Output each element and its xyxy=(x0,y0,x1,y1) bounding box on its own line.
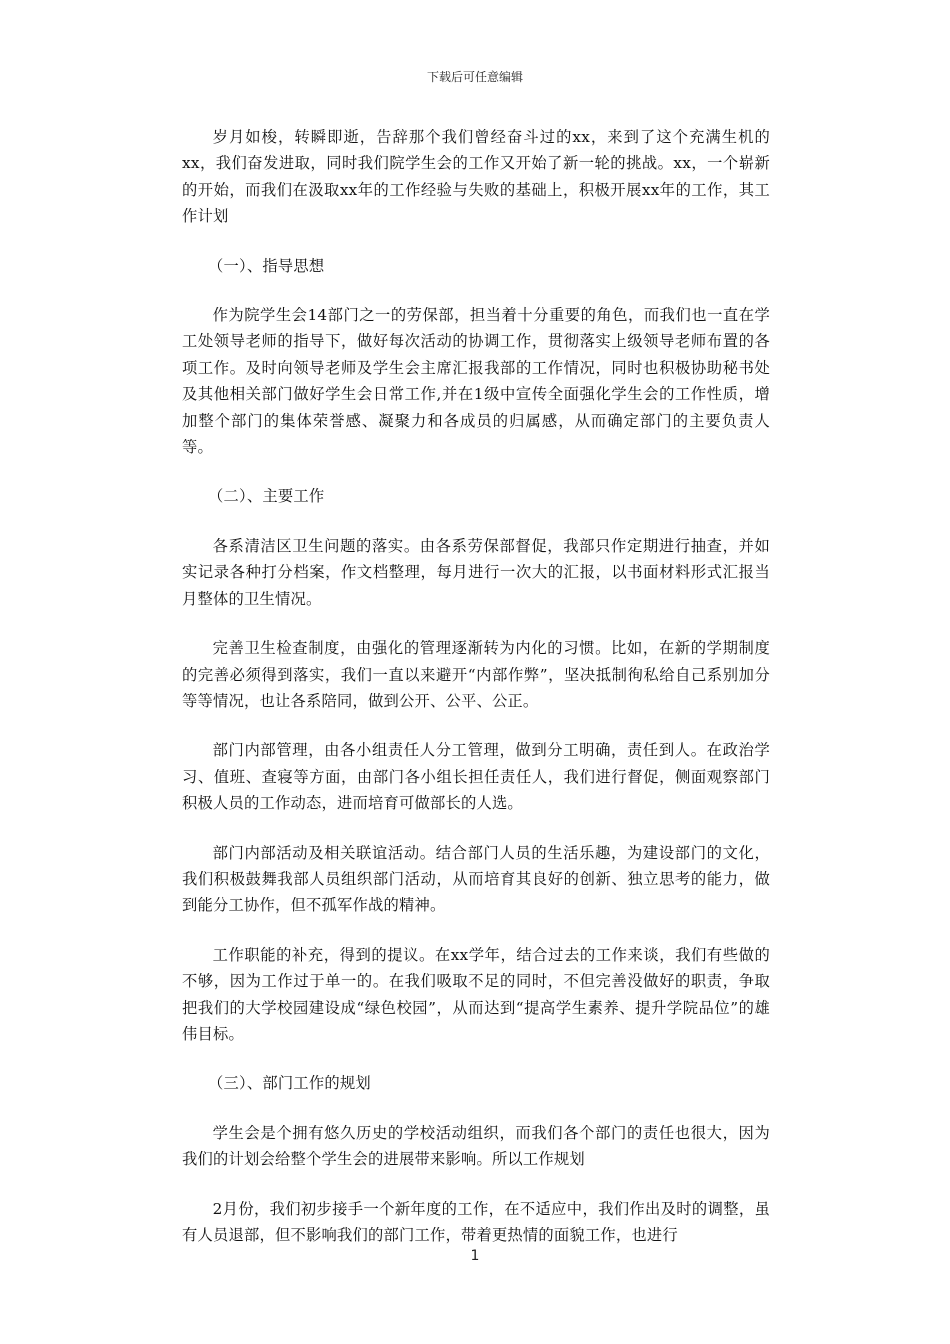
page-number: 1 xyxy=(470,1248,480,1264)
intro-paragraph: 岁月如梭，转瞬即逝，告辞那个我们曾经奋斗过的xx，来到了这个充满生机的xx，我们奋发进取，同时我们院学生会的工作又开始了新一轮的挑战。xx，一个崭新的开始，而我们在汲取xx年的工作经验与失败的基础上，积极开展xx年的工作，其工作计划 xyxy=(182,128,770,226)
february-paragraph: 2月份，我们初步接手一个新年度的工作，在不适应中，我们作出及时的调整，虽有人员退部，但不影响我们的部门工作，带着更热情的面貌工作，也进行 xyxy=(182,1199,770,1244)
main-work-paragraph-management: 部门内部管理，由各小组责任人分工管理，做到分工明确，责任到人。在政治学习、值班、查寝等方面，由部门各小组长担任责任人，我们进行督促，侧面观察部门积极人员的工作动态，进而培育可做部长的人选。 xyxy=(182,741,770,813)
section-heading-guiding-thought: （一）、指导思想 xyxy=(208,256,325,275)
section-heading-main-work: （二）、主要工作 xyxy=(208,487,325,506)
main-work-paragraph-hygiene: 各系清洁区卫生问题的落实。由各系劳保部督促，我部只作定期进行抽查，并如实记录各种打分档案，作文档整理，每月进行一次大的汇报，以书面材料形式汇报当月整体的卫生情况。 xyxy=(182,536,770,608)
document-body xyxy=(182,124,770,1271)
planning-paragraph: 学生会是个拥有悠久历史的学校活动组织，而我们各个部门的责任也很大，因为我们的计划会给整个学生会的进展带来影响。所以工作规划 xyxy=(182,1123,770,1169)
guiding-thought-paragraph: 作为院学生会14部门之一的劳保部，担当着十分重要的角色，而我们也一直在学工处领导老师的指导下，做好每次活动的协调工作，贯彻落实上级领导老师布置的各项工作。及时向领导老师及学生会主席汇报我部的工作情况，同时也积极协助秘书处及其他相关部门做好学生会日常工作,并在1级中宣传全面强化学生会的工作性质，增加整个部门的集体荣誉感、凝聚力和各成员的归属感，从而确定部门的主要负责人等。 xyxy=(182,306,770,457)
main-work-paragraph-activities: 部门内部活动及相关联谊活动。结合部门人员的生活乐趣，为建设部门的文化，我们积极鼓舞我部人员组织部门活动，从而培育其良好的创新、独立思考的能力，做到能分工协作，但不孤军作战的精神。 xyxy=(182,843,770,915)
page-header: 下载后可任意编辑 xyxy=(426,70,523,84)
main-work-paragraph-functions: 工作职能的补充，得到的提议。在xx学年，结合过去的工作来谈，我们有些做的不够，因为工作过于单一的。在我们吸取不足的同时，不但完善没做好的职责，争取把我们的大学校园建设成“绿色校园”，从而达到“提高学生素养、提升学院品位”的雄伟目标。 xyxy=(182,945,770,1043)
section-heading-planning: （三）、部门工作的规划 xyxy=(208,1074,371,1093)
main-work-paragraph-inspection: 完善卫生检查制度，由强化的管理逐渐转为内化的习惯。比如，在新的学期制度的完善必须得到落实，我们一直以来避开“内部作弊”，坚决抵制徇私给自己系别加分等等情况，也让各系陪同，做到公开、公平、公正。 xyxy=(182,639,770,710)
